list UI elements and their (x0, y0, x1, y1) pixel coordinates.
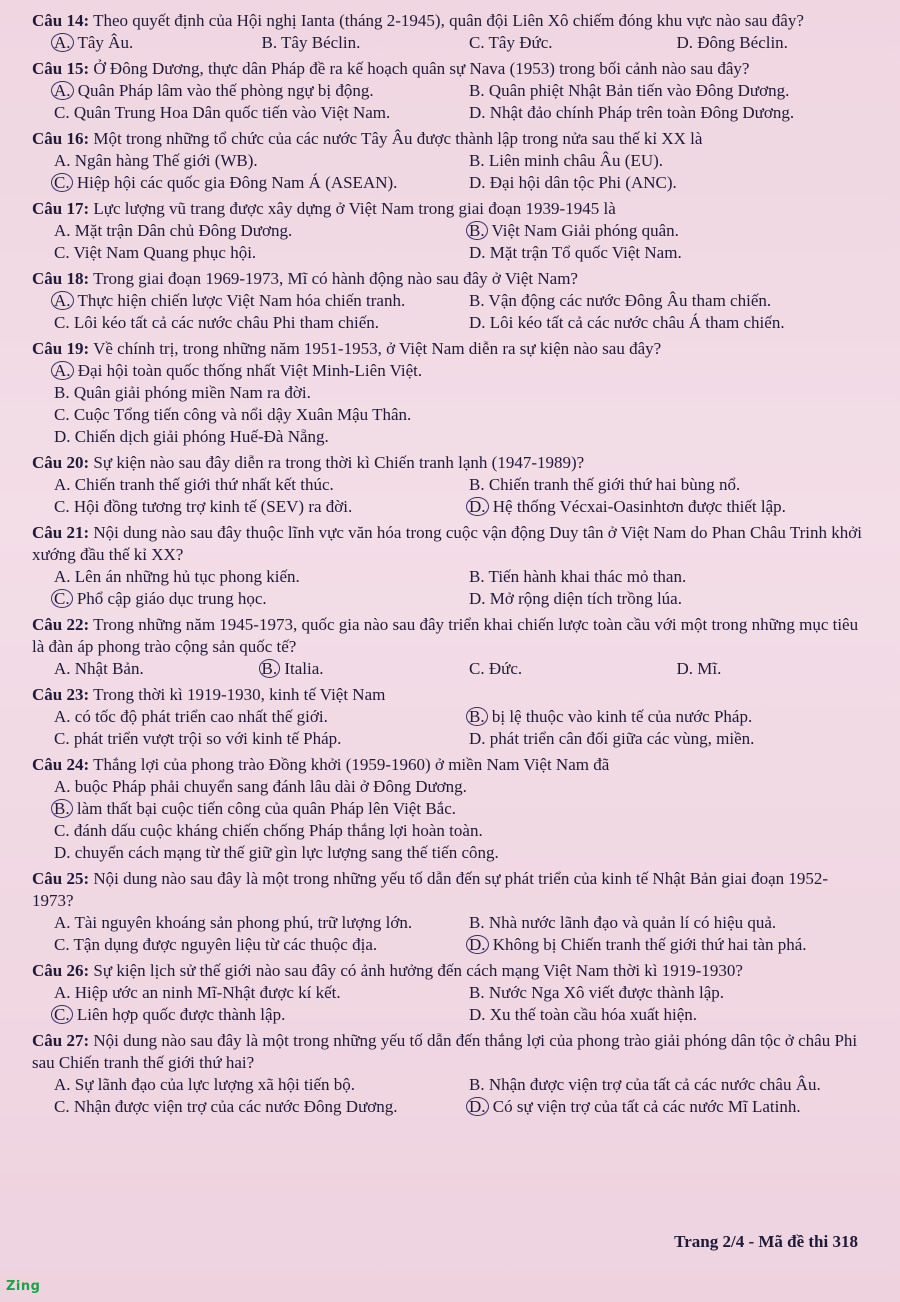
answer-option (32, 842, 499, 864)
answer-option (32, 912, 447, 934)
option-text: Nhật đảo chính Pháp trên toàn Đông Dương. (489, 103, 795, 122)
answer-option (32, 982, 447, 1004)
options-row (32, 102, 862, 124)
option-text: Việt Nam Giải phóng quân. (491, 221, 679, 240)
question-text (32, 268, 862, 290)
answer-option (32, 728, 447, 750)
option-text: Italia. (284, 659, 324, 678)
answer-option (32, 382, 311, 404)
option-letter: B. (469, 1075, 485, 1094)
options-row (32, 404, 862, 426)
option-text: Không bị Chiến tranh thế giới thứ hai tàn phá. (492, 935, 807, 954)
option-letter: D. (466, 1097, 489, 1116)
question-number: Câu 27: (32, 1031, 90, 1050)
answer-option (447, 242, 862, 264)
question-text (32, 522, 862, 566)
options-row (32, 32, 862, 54)
option-letter: C. (54, 821, 70, 840)
option-letter: C. (54, 1097, 70, 1116)
option-text: Tây Đức. (488, 33, 553, 52)
option-letter: C. (54, 243, 70, 262)
question-text (32, 198, 862, 220)
answer-option (32, 150, 447, 172)
question-stem: Sự kiện lịch sử thế giới nào sau đây có ảnh hưởng đến cách mạng Việt Nam thời kì 1919-1930? (93, 961, 743, 980)
answer-option (447, 912, 862, 934)
question-number: Câu 25: (32, 869, 90, 888)
option-text: Tây Âu. (77, 33, 134, 52)
option-text: làm thất bại cuộc tiến công của quân Pháp lên Việt Bắc. (76, 799, 456, 818)
option-text: Nhận được viện trợ của tất cả các nước châu Âu. (488, 1075, 821, 1094)
question-stem: Thắng lợi của phong trào Đồng khởi (1959-1960) ở miền Nam Việt Nam đã (93, 755, 610, 774)
question-block (32, 58, 862, 124)
option-letter: C. (469, 33, 485, 52)
answer-option (447, 312, 862, 334)
options-row (32, 290, 862, 312)
answer-option (32, 312, 447, 334)
answer-option (32, 426, 329, 448)
exam-page (32, 10, 862, 1122)
options-row (32, 426, 862, 448)
options-row (32, 360, 862, 382)
option-letter: B. (469, 913, 485, 932)
question-number: Câu 19: (32, 339, 90, 358)
option-text: Quân phiệt Nhật Bản tiến vào Đông Dương. (488, 81, 790, 100)
option-letter: A. (54, 151, 71, 170)
option-letter: B. (469, 81, 485, 100)
question-text (32, 868, 862, 912)
options-row (32, 566, 862, 588)
option-letter: A. (54, 221, 71, 240)
question-text (32, 58, 862, 80)
question-stem: Lực lượng vũ trang được xây dựng ở Việt Nam trong giai đoạn 1939-1945 là (93, 199, 616, 218)
question-stem: Trong thời kì 1919-1930, kinh tế Việt Nam (93, 685, 386, 704)
option-text: Đại hội dân tộc Phi (ANC). (489, 173, 677, 192)
options-row (32, 776, 862, 798)
option-letter: D. (466, 935, 489, 954)
question-stem: Về chính trị, trong những năm 1951-1953, ở Việt Nam diễn ra sự kiện nào sau đây? (93, 339, 662, 358)
option-text: bị lệ thuộc vào kinh tế của nước Pháp. (491, 707, 753, 726)
answer-option-circled (447, 220, 862, 242)
answer-option (32, 566, 447, 588)
option-letter: D. (469, 1005, 486, 1024)
option-text: buộc Pháp phải chuyển sang đánh lâu dài ở Đông Dương. (74, 777, 467, 796)
option-letter: B. (259, 659, 281, 678)
option-text: Có sự viện trợ của tất cả các nước Mĩ Latinh. (492, 1097, 801, 1116)
answer-option-circled (447, 706, 862, 728)
question-text (32, 338, 862, 360)
option-letter: B. (54, 383, 70, 402)
question-number: Câu 21: (32, 523, 90, 542)
answer-option-circled (447, 496, 862, 518)
option-letter: B. (469, 291, 485, 310)
answer-option (32, 934, 447, 956)
question-stem: Một trong những tổ chức của các nước Tây Âu được thành lập trong nửa sau thế kỉ XX là (93, 129, 703, 148)
answer-option (32, 102, 447, 124)
option-letter: A. (54, 567, 71, 586)
options-row (32, 1096, 862, 1118)
answer-option (447, 658, 655, 680)
question-block (32, 522, 862, 610)
question-block (32, 128, 862, 194)
answer-option (447, 290, 862, 312)
option-letter: D. (469, 313, 486, 332)
options-row (32, 172, 862, 194)
option-text: Nhận được viện trợ của các nước Đông Dương. (73, 1097, 398, 1116)
option-text: Việt Nam Quang phục hội. (73, 243, 257, 262)
options-row (32, 496, 862, 518)
answer-option (447, 1004, 862, 1026)
question-stem: Nội dung nào sau đây thuộc lĩnh vực văn hóa trong cuộc vận động Duy tân ở Việt Nam do Phan Châu Trinh khởi xướng đầu thế kỉ XX? (32, 523, 862, 564)
option-letter: B. (469, 983, 485, 1002)
answer-option (447, 982, 862, 1004)
option-letter: B. (469, 475, 485, 494)
question-stem: Theo quyết định của Hội nghị Ianta (tháng 2-1945), quân đội Liên Xô chiếm đóng khu vực nào sau đây? (93, 11, 804, 30)
question-stem: Nội dung nào sau đây là một trong những yếu tố dẫn đến thắng lợi của phong trào giải phóng dân tộc ở châu Phi sau Chiến tranh thế giới thứ hai? (32, 1031, 858, 1072)
answer-option (447, 1074, 862, 1096)
option-letter: B. (466, 707, 488, 726)
question-stem: Ở Đông Dương, thực dân Pháp đề ra kế hoạch quân sự Nava (1953) trong bối cảnh nào sau đây? (93, 59, 750, 78)
option-text: Tiến hành khai thác mỏ than. (488, 567, 687, 586)
answer-option (32, 706, 447, 728)
option-text: Chiến dịch giải phóng Huế-Đà Nẵng. (74, 427, 329, 446)
answer-option (447, 32, 655, 54)
answer-option-circled (32, 588, 447, 610)
option-letter: C. (54, 405, 70, 424)
option-letter: B. (469, 151, 485, 170)
option-text: Chiến tranh thế giới thứ hai bùng nổ. (488, 475, 741, 494)
option-letter: A. (54, 913, 71, 932)
option-letter: A. (54, 475, 71, 494)
answer-option-circled (32, 172, 447, 194)
option-text: Nhà nước lãnh đạo và quản lí có hiệu quả. (488, 913, 777, 932)
question-text (32, 1030, 862, 1074)
question-text (32, 960, 862, 982)
option-text: Mĩ. (697, 659, 722, 678)
options-row (32, 820, 862, 842)
question-block (32, 614, 862, 680)
answer-option-circled (32, 360, 422, 382)
option-text: Lôi kéo tất cả các nước châu Phi tham chiến. (73, 313, 380, 332)
option-text: Mở rộng diện tích trồng lúa. (489, 589, 682, 608)
options-row (32, 382, 862, 404)
answer-option (447, 172, 862, 194)
option-letter: C. (54, 103, 70, 122)
option-letter: B. (466, 221, 488, 240)
option-text: Tận dụng được nguyên liệu từ các thuộc địa. (73, 935, 378, 954)
question-number: Câu 15: (32, 59, 90, 78)
option-letter: C. (51, 1005, 73, 1024)
option-text: Ngân hàng Thế giới (WB). (74, 151, 258, 170)
answer-option (32, 496, 447, 518)
option-letter: C. (51, 173, 73, 192)
answer-option (32, 1074, 447, 1096)
question-block (32, 198, 862, 264)
option-text: Đông Béclin. (697, 33, 788, 52)
option-text: Thực hiện chiến lược Việt Nam hóa chiến tranh. (77, 291, 406, 310)
answer-option (32, 220, 447, 242)
question-text (32, 452, 862, 474)
page-footer: Trang 2/4 - Mã đề thi 318 (674, 1232, 858, 1251)
option-letter: A. (51, 291, 74, 310)
option-letter: A. (54, 1075, 71, 1094)
option-letter: D. (676, 659, 694, 678)
question-text (32, 128, 862, 150)
answer-option (32, 242, 447, 264)
option-text: Liên hợp quốc được thành lập. (76, 1005, 286, 1024)
option-letter: D. (469, 589, 486, 608)
option-text: Mặt trận Tổ quốc Việt Nam. (489, 243, 682, 262)
answer-option-circled (240, 658, 448, 680)
question-number: Câu 23: (32, 685, 90, 704)
option-text: Quân Pháp lâm vào thế phòng ngự bị động. (77, 81, 374, 100)
option-letter: D. (469, 173, 486, 192)
options-row (32, 934, 862, 956)
question-number: Câu 24: (32, 755, 90, 774)
question-block (32, 960, 862, 1026)
answer-option-circled (32, 32, 240, 54)
option-letter: D. (54, 427, 71, 446)
option-letter: C. (54, 935, 70, 954)
question-block (32, 338, 862, 448)
options-row (32, 242, 862, 264)
question-number: Câu 17: (32, 199, 90, 218)
question-number: Câu 16: (32, 129, 90, 148)
option-letter: A. (51, 361, 74, 380)
option-text: Sự lãnh đạo của lực lượng xã hội tiến bộ. (74, 1075, 356, 1094)
option-text: Nước Nga Xô viết được thành lập. (488, 983, 724, 1002)
option-text: Cuộc Tổng tiến công và nổi dậy Xuân Mậu Thân. (73, 405, 412, 424)
options-row (32, 220, 862, 242)
option-letter: B. (51, 799, 73, 818)
options-row (32, 842, 862, 864)
option-text: Xu thế toàn cầu hóa xuất hiện. (489, 1005, 698, 1024)
option-text: Mặt trận Dân chủ Đông Dương. (74, 221, 293, 240)
option-text: đánh dấu cuộc kháng chiến chống Pháp thắng lợi hoàn toàn. (73, 821, 483, 840)
answer-option-circled (32, 1004, 447, 1026)
option-letter: A. (51, 81, 74, 100)
options-row (32, 798, 862, 820)
option-letter: D. (54, 843, 71, 862)
answer-option (32, 776, 467, 798)
option-text: Hiệp hội các quốc gia Đông Nam Á (ASEAN). (76, 173, 398, 192)
option-letter: A. (54, 707, 71, 726)
option-text: Tài nguyên khoáng sản phong phú, trữ lượng lớn. (74, 913, 413, 932)
option-letter: D. (466, 497, 489, 516)
option-text: Phổ cập giáo dục trung học. (76, 589, 267, 608)
option-text: Quân Trung Hoa Dân quốc tiến vào Việt Nam. (73, 103, 391, 122)
option-letter: C. (469, 659, 485, 678)
options-row (32, 312, 862, 334)
question-stem: Nội dung nào sau đây là một trong những yếu tố dẫn đến sự phát triển của kinh tế Nhật Bản giai đoạn 1952-1973? (32, 869, 829, 910)
options-row (32, 728, 862, 750)
answer-option (447, 566, 862, 588)
question-number: Câu 14: (32, 11, 90, 30)
answer-option (655, 32, 863, 54)
question-stem: Trong giai đoạn 1969-1973, Mĩ có hành động nào sau đây ở Việt Nam? (93, 269, 578, 288)
answer-option (447, 728, 862, 750)
option-letter: C. (54, 497, 70, 516)
question-stem: Sự kiện nào sau đây diễn ra trong thời kì Chiến tranh lạnh (1947-1989)? (93, 453, 585, 472)
question-block (32, 452, 862, 518)
answer-option (447, 588, 862, 610)
question-number: Câu 26: (32, 961, 90, 980)
option-letter: C. (54, 729, 70, 748)
options-row (32, 80, 862, 102)
option-text: Hội đồng tương trợ kinh tế (SEV) ra đời. (73, 497, 353, 516)
option-text: Lên án những hủ tục phong kiến. (74, 567, 300, 586)
question-text (32, 614, 862, 658)
answer-option (32, 658, 240, 680)
option-text: Hiệp ước an ninh Mĩ-Nhật được kí kết. (74, 983, 341, 1002)
option-text: chuyển cách mạng từ thế giữ gìn lực lượng sang thế tiến công. (74, 843, 499, 862)
answer-option (32, 1096, 447, 1118)
question-text (32, 684, 862, 706)
option-letter: D. (469, 103, 486, 122)
option-letter: A. (54, 777, 71, 796)
option-text: Nhật Bản. (74, 659, 144, 678)
zing-logo: Zing (6, 1279, 41, 1294)
options-row (32, 150, 862, 172)
options-row (32, 706, 862, 728)
question-text (32, 754, 862, 776)
options-row (32, 912, 862, 934)
answer-option-circled (32, 798, 456, 820)
question-block (32, 268, 862, 334)
option-text: Đức. (488, 659, 523, 678)
option-letter: A. (54, 659, 71, 678)
answer-option-circled (447, 934, 862, 956)
option-text: Vận động các nước Đông Âu tham chiến. (488, 291, 772, 310)
answer-option-circled (32, 290, 447, 312)
answer-option (32, 820, 483, 842)
question-number: Câu 22: (32, 615, 90, 634)
question-block (32, 684, 862, 750)
question-block (32, 754, 862, 864)
option-letter: B. (469, 567, 485, 586)
option-text: Tây Béclin. (281, 33, 361, 52)
option-letter: D. (676, 33, 694, 52)
answer-option (447, 474, 862, 496)
option-letter: C. (51, 589, 73, 608)
option-text: Đại hội toàn quốc thống nhất Việt Minh-Liên Việt. (77, 361, 423, 380)
options-row (32, 982, 862, 1004)
answer-option (447, 80, 862, 102)
answer-option-circled (447, 1096, 862, 1118)
answer-option (447, 150, 862, 172)
options-row (32, 588, 862, 610)
question-text (32, 10, 862, 32)
question-block (32, 10, 862, 54)
question-number: Câu 18: (32, 269, 90, 288)
option-text: Chiến tranh thế giới thứ nhất kết thúc. (74, 475, 334, 494)
option-text: phát triển vượt trội so với kinh tế Pháp. (73, 729, 342, 748)
options-row (32, 658, 862, 680)
option-text: phát triển cân đối giữa các vùng, miền. (489, 729, 755, 748)
options-row (32, 1074, 862, 1096)
option-text: Quân giải phóng miền Nam ra đời. (73, 383, 311, 402)
option-text: có tốc độ phát triển cao nhất thế giới. (74, 707, 328, 726)
option-text: Hệ thống Vécxai-Oasinhtơn được thiết lập. (492, 497, 786, 516)
option-letter: D. (469, 729, 486, 748)
answer-option (240, 32, 448, 54)
question-stem: Trong những năm 1945-1973, quốc gia nào sau đây triển khai chiến lược toàn cầu với một trong những mục tiêu là đàn áp phong trào cộng sản quốc tế? (32, 615, 859, 656)
option-letter: B. (261, 33, 278, 52)
answer-option-circled (32, 80, 447, 102)
option-letter: A. (51, 33, 74, 52)
options-row (32, 474, 862, 496)
answer-option (32, 474, 447, 496)
question-block (32, 868, 862, 956)
question-number: Câu 20: (32, 453, 90, 472)
option-text: Lôi kéo tất cả các nước châu Á tham chiến. (489, 313, 785, 332)
answer-option (447, 102, 862, 124)
option-letter: A. (54, 983, 71, 1002)
question-block (32, 1030, 862, 1118)
option-letter: D. (469, 243, 486, 262)
option-letter: C. (54, 313, 70, 332)
option-text: Liên minh châu Âu (EU). (488, 151, 664, 170)
options-row (32, 1004, 862, 1026)
answer-option (32, 404, 411, 426)
answer-option (655, 658, 863, 680)
